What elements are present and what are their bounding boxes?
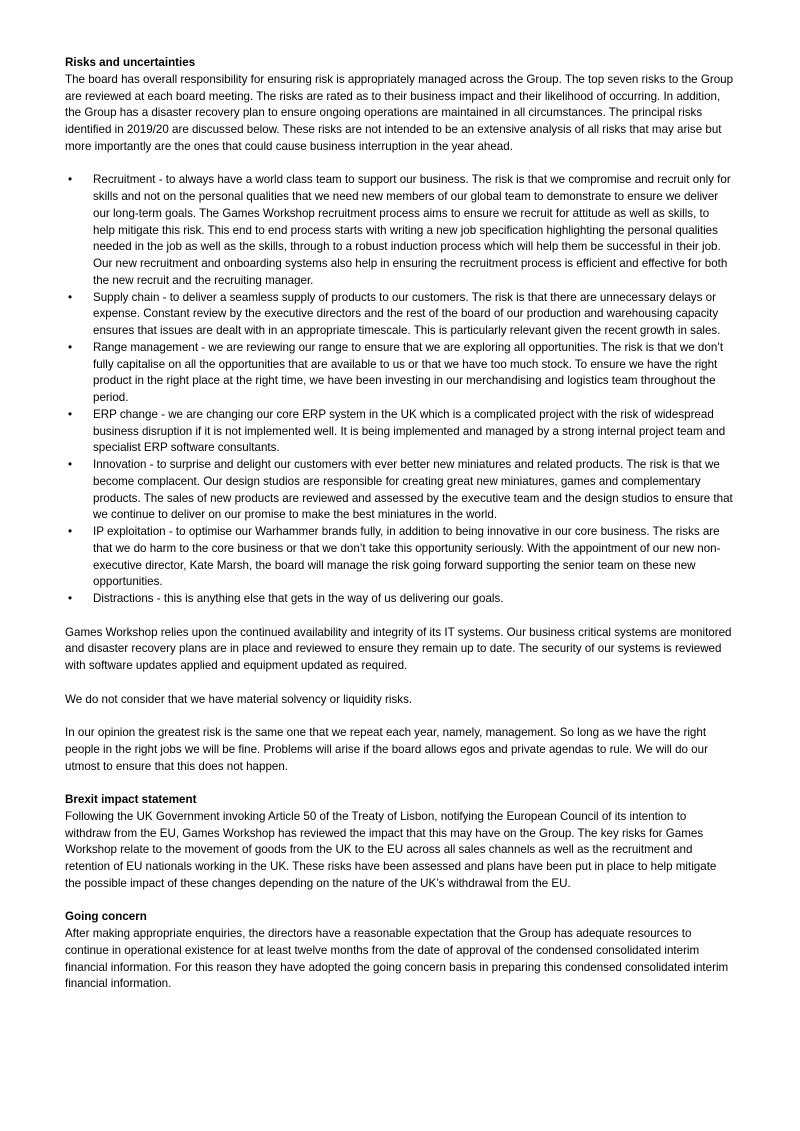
section-heading-brexit: Brexit impact statement bbox=[65, 793, 197, 806]
going-concern-paragraph: After making appropriate enquiries, the directors have a reasonable expectation that the Group has adequate resources to continue in operational existence for at least twelve months from the date of approval of the condensed consolidated interim financial information. For this reason they have adopted the going concern basis in preparing this condensed consolidated interim financial information. bbox=[65, 927, 729, 991]
list-item-text: Distractions - this is anything else that gets in the way of us delivering our goals. bbox=[93, 592, 504, 605]
section-heading-going-concern: Going concern bbox=[65, 910, 147, 924]
list-item-text: IP exploitation - to optimise our Warhammer brands fully, in addition to being innovative in our core business. The risks are that we do harm to the core business or that we don’t take this opportunity seriously. With the appointment of our new non-executive director, Kate Marsh, the board will manage the risk going forward supporting the senior team on these new opportunities. bbox=[93, 525, 721, 589]
document-body bbox=[65, 55, 734, 993]
spacer bbox=[65, 156, 734, 173]
bullet-icon: • bbox=[68, 407, 73, 421]
list-item bbox=[65, 591, 734, 608]
list-item-text: ERP change - we are changing our core ERP system in the UK which is a complicated project with the risk of widespread business disruption if it is not implemented well. It is being implemented and managed by a strong internal project team and specialist ERP software consultants. bbox=[93, 407, 726, 455]
bullet-icon: • bbox=[68, 173, 73, 187]
list-item bbox=[65, 340, 734, 407]
list-item bbox=[65, 407, 734, 457]
solvency-paragraph: We do not consider that we have material solvency or liquidity risks. bbox=[65, 692, 413, 706]
spacer bbox=[65, 775, 734, 792]
section-heading-risks: Risks and uncertainties bbox=[65, 56, 196, 69]
spacer bbox=[65, 675, 734, 692]
risks-intro-paragraph: The board has overall responsibility for ensuring risk is appropriately managed across the Group. The top seven risks to the Group are reviewed at each board meeting. The risks are rated as to their business impact and their likelihood of occurring. In addition, the Group has a disaster recovery plan to ensure ongoing operations are maintained in all circumstances. The principal risks identified in 2019/20 are discussed below. These risks are not intended to be an extensive analysis of all risks that may arise but more importantly are the ones that could cause business interruption in the year ahead. bbox=[65, 72, 734, 153]
bullet-icon: • bbox=[68, 592, 73, 605]
bullet-icon: • bbox=[68, 525, 73, 538]
bullet-icon: • bbox=[68, 340, 73, 354]
bullet-icon: • bbox=[68, 290, 73, 304]
list-item bbox=[65, 457, 734, 524]
spacer bbox=[65, 608, 734, 625]
spacer bbox=[65, 708, 734, 725]
management-risk-paragraph: In our opinion the greatest risk is the same one that we repeat each year, namely, management. So long as we have the right people in the right jobs we will be fine. Problems will arise if the board allows egos and private agendas to rule. We will do our utmost to ensure that this does not happen. bbox=[65, 726, 708, 773]
list-item bbox=[65, 172, 734, 289]
risks-bullet-list bbox=[65, 172, 734, 608]
list-item bbox=[65, 290, 734, 340]
list-item-text: Supply chain - to deliver a seamless supply of products to our customers. The risk is that there are unnecessary delays or expense. Constant review by the executive directors and the rest of the board of our production and warehousing capacity ensures that issues are dealt with in an appropriate timescale. This is particularly relevant given the recent growth in sales. bbox=[93, 290, 721, 337]
list-item bbox=[65, 524, 734, 591]
spacer bbox=[65, 893, 734, 910]
list-item-text: Range management - we are reviewing our range to ensure that we are exploring all opportunities. The risk is that we don’t fully capitalise on all the opportunities that are available to us or that we have too much stock. To ensure we have the right product in the right place at the right time, we have been investing in our merchandising and logistics team throughout the period. bbox=[93, 340, 724, 404]
bullet-icon: • bbox=[68, 458, 73, 471]
list-item-text: Recruitment - to always have a world class team to support our business. The risk is that we compromise and recruit only for skills and not on the personal qualities that we need new members of our global team to demonstrate to ensure we deliver our long-term goals. The Games Workshop recruitment process aims to ensure we recruit for attitude as well as skills, to help mitigate this risk. This end to end process starts with writing a new job specification highlighting the personal qualities needed in the job as well as the skills, through to a robust induction process which will help them be successful in their job. Our new recruitment and onboarding systems also help in ensuring the recruitment process is efficient and effective for both the new recruit and the recruiting manager. bbox=[93, 173, 731, 287]
brexit-paragraph: Following the UK Government invoking Article 50 of the Treaty of Lisbon, notifying the European Council of its intention to withdraw from the EU, Games Workshop has reviewed the impact that this may have on the Group. The key risks for Games Workshop relate to the movement of goods from the UK to the EU across all sales channels as well as the recruitment and retention of EU nationals working in the UK. These risks have been assessed and plans have been put in place to help mitigate the possible impact of these changes depending on the nature of the UK’s withdrawal from the EU. bbox=[65, 809, 717, 890]
list-item-text: Innovation - to surprise and delight our customers with ever better new miniatures and related products. The risk is that we become complacent. Our design studios are responsible for creating great new miniatures, games and complementary products. The sales of new products are reviewed and assessed by the executive team and the design studios to ensure that we continue to deliver on our promise to make the best miniatures in the world. bbox=[93, 458, 733, 522]
it-systems-paragraph: Games Workshop relies upon the continued availability and integrity of its IT systems. Our business critical systems are monitored and disaster recovery plans are in place and reviewed to ensure they remain up to date. The security of our systems is reviewed with software updates applied and equipment updated as required. bbox=[65, 625, 732, 672]
